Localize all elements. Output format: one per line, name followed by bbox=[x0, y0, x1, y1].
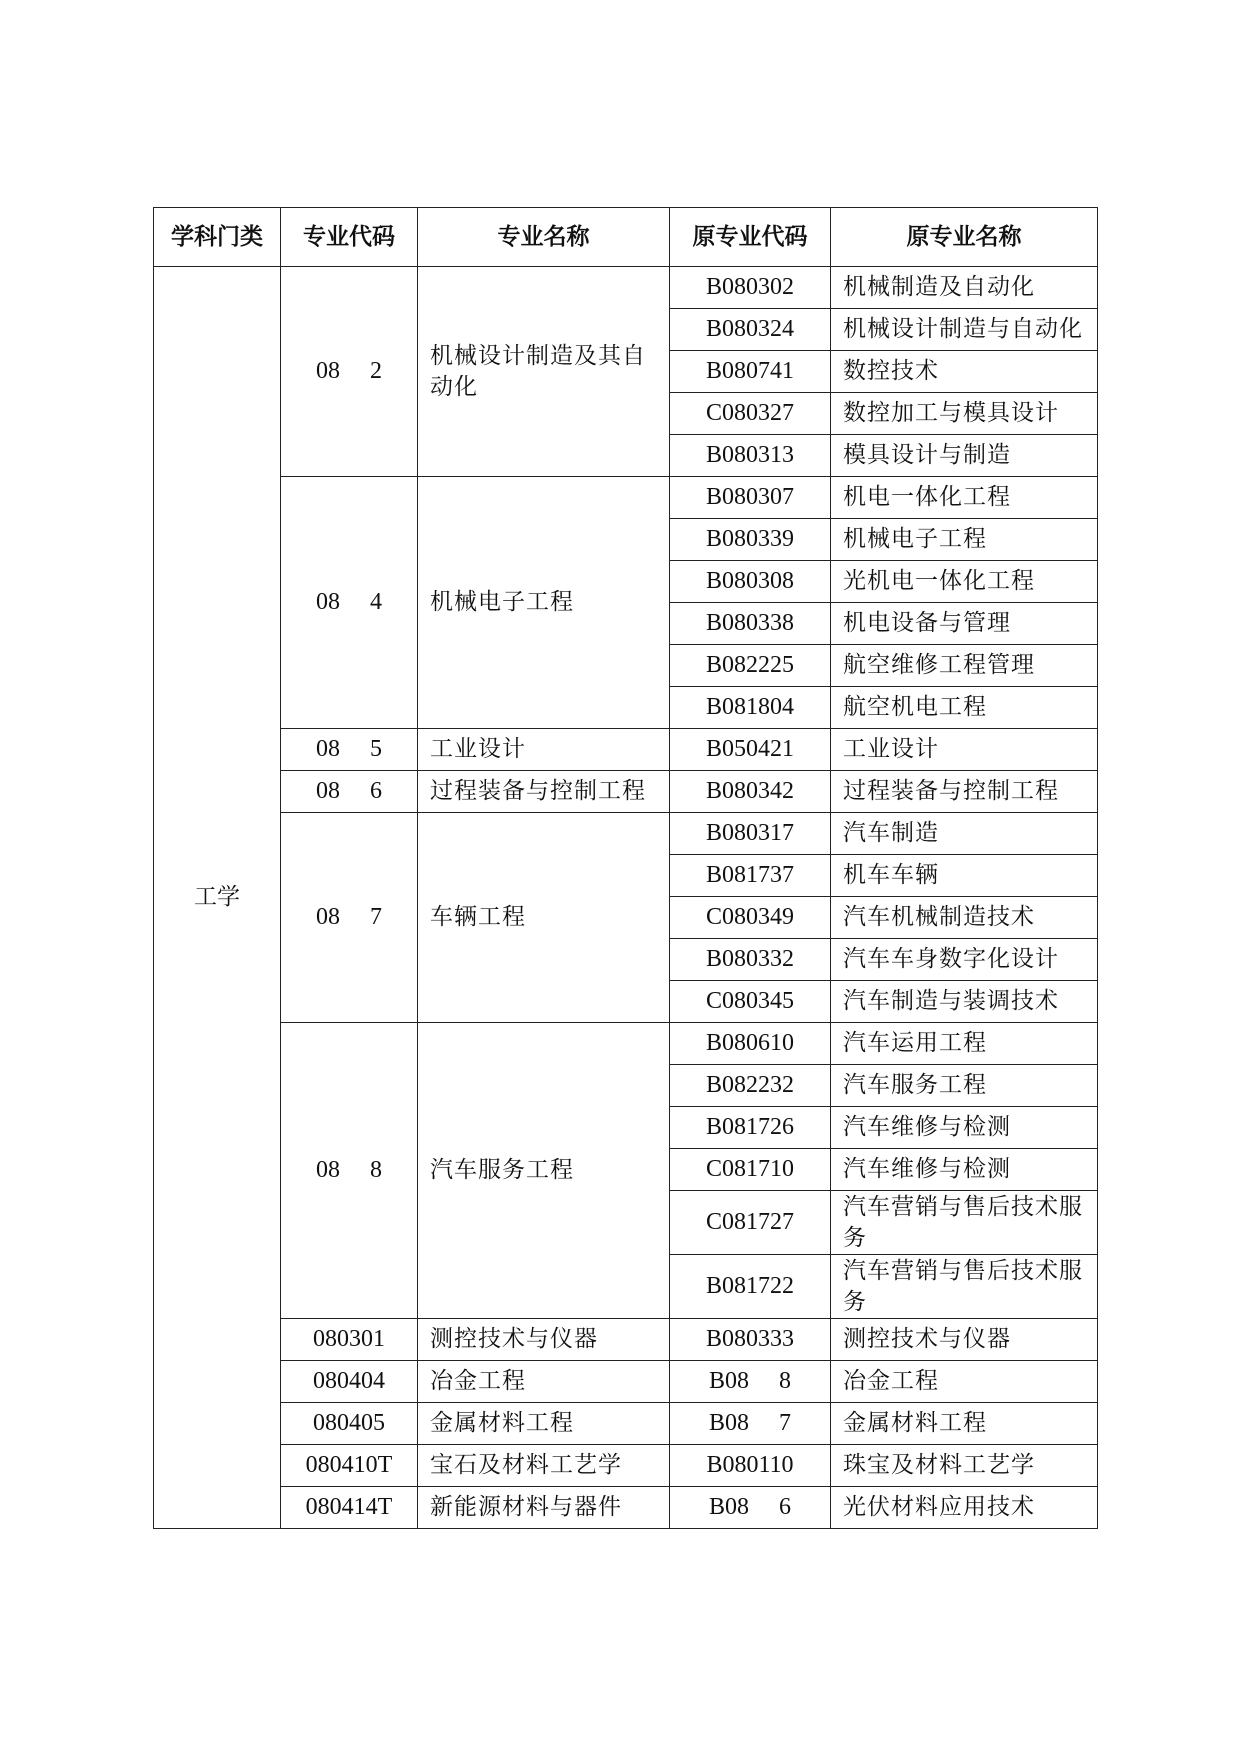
major-code-cell: 080301 bbox=[281, 1319, 418, 1361]
major-name-cell: 金属材料工程 bbox=[418, 1403, 670, 1445]
original-code-cell: B08 6 bbox=[670, 1487, 831, 1529]
major-name-cell: 机械设计制造及其自动化 bbox=[418, 267, 670, 477]
original-code-cell: C080345 bbox=[670, 981, 831, 1023]
major-code-cell: 08 7 bbox=[281, 813, 418, 1023]
original-name-cell: 机械电子工程 bbox=[831, 519, 1098, 561]
major-name-cell: 工业设计 bbox=[418, 729, 670, 771]
header-original-code: 原专业代码 bbox=[670, 208, 831, 267]
original-code-cell: B082232 bbox=[670, 1065, 831, 1107]
major-code-cell: 08 4 bbox=[281, 477, 418, 729]
original-code-cell: B08 7 bbox=[670, 1403, 831, 1445]
original-name-cell: 机车车辆 bbox=[831, 855, 1098, 897]
major-name-cell: 机械电子工程 bbox=[418, 477, 670, 729]
table-header-row bbox=[154, 208, 1098, 267]
major-mapping-table-container bbox=[153, 207, 1097, 1529]
original-name-cell: 机电设备与管理 bbox=[831, 603, 1098, 645]
major-name-cell: 过程装备与控制工程 bbox=[418, 771, 670, 813]
table-row bbox=[154, 477, 1098, 519]
major-code-cell: 08 6 bbox=[281, 771, 418, 813]
major-code-cell: 08 8 bbox=[281, 1023, 418, 1319]
original-name-cell: 冶金工程 bbox=[831, 1361, 1098, 1403]
original-code-cell: C080327 bbox=[670, 393, 831, 435]
major-name-cell: 汽车服务工程 bbox=[418, 1023, 670, 1319]
table-row bbox=[154, 729, 1098, 771]
original-name-cell: 汽车营销与售后技术服务 bbox=[831, 1255, 1098, 1319]
major-code-cell: 080414T bbox=[281, 1487, 418, 1529]
major-name-cell: 车辆工程 bbox=[418, 813, 670, 1023]
original-name-cell: 数控技术 bbox=[831, 351, 1098, 393]
original-code-cell: B080308 bbox=[670, 561, 831, 603]
major-mapping-table bbox=[153, 207, 1098, 1529]
original-code-cell: B080313 bbox=[670, 435, 831, 477]
major-name-cell: 冶金工程 bbox=[418, 1361, 670, 1403]
original-code-cell: B082225 bbox=[670, 645, 831, 687]
table-row bbox=[154, 1487, 1098, 1529]
original-code-cell: B080307 bbox=[670, 477, 831, 519]
major-code-cell: 080410T bbox=[281, 1445, 418, 1487]
original-code-cell: C081710 bbox=[670, 1149, 831, 1191]
original-name-cell: 珠宝及材料工艺学 bbox=[831, 1445, 1098, 1487]
original-code-cell: B080342 bbox=[670, 771, 831, 813]
original-code-cell: B080338 bbox=[670, 603, 831, 645]
original-name-cell: 光伏材料应用技术 bbox=[831, 1487, 1098, 1529]
table-row bbox=[154, 1023, 1098, 1065]
original-name-cell: 航空机电工程 bbox=[831, 687, 1098, 729]
original-name-cell: 过程装备与控制工程 bbox=[831, 771, 1098, 813]
table-row bbox=[154, 771, 1098, 813]
original-code-cell: B080317 bbox=[670, 813, 831, 855]
table-row bbox=[154, 1403, 1098, 1445]
original-name-cell: 汽车车身数字化设计 bbox=[831, 939, 1098, 981]
original-name-cell: 金属材料工程 bbox=[831, 1403, 1098, 1445]
table-row bbox=[154, 1361, 1098, 1403]
original-name-cell: 汽车制造 bbox=[831, 813, 1098, 855]
original-name-cell: 汽车机械制造技术 bbox=[831, 897, 1098, 939]
original-code-cell: C081727 bbox=[670, 1191, 831, 1255]
original-code-cell: B080324 bbox=[670, 309, 831, 351]
original-code-cell: B080333 bbox=[670, 1319, 831, 1361]
major-name-cell: 宝石及材料工艺学 bbox=[418, 1445, 670, 1487]
original-name-cell: 机械制造及自动化 bbox=[831, 267, 1098, 309]
original-code-cell: B080610 bbox=[670, 1023, 831, 1065]
major-code-cell: 08 5 bbox=[281, 729, 418, 771]
original-name-cell: 汽车维修与检测 bbox=[831, 1149, 1098, 1191]
major-name-cell: 测控技术与仪器 bbox=[418, 1319, 670, 1361]
table-row bbox=[154, 813, 1098, 855]
original-name-cell: 汽车服务工程 bbox=[831, 1065, 1098, 1107]
original-name-cell: 光机电一体化工程 bbox=[831, 561, 1098, 603]
original-code-cell: B080339 bbox=[670, 519, 831, 561]
original-code-cell: B050421 bbox=[670, 729, 831, 771]
original-name-cell: 航空维修工程管理 bbox=[831, 645, 1098, 687]
major-name-cell: 新能源材料与器件 bbox=[418, 1487, 670, 1529]
original-name-cell: 数控加工与模具设计 bbox=[831, 393, 1098, 435]
original-name-cell: 汽车营销与售后技术服务 bbox=[831, 1191, 1098, 1255]
original-code-cell: B081804 bbox=[670, 687, 831, 729]
original-code-cell: B081726 bbox=[670, 1107, 831, 1149]
original-code-cell: B081722 bbox=[670, 1255, 831, 1319]
header-major-code: 专业代码 bbox=[281, 208, 418, 267]
original-name-cell: 机械设计制造与自动化 bbox=[831, 309, 1098, 351]
table-row bbox=[154, 267, 1098, 309]
category-cell: 工学 bbox=[154, 267, 281, 1529]
original-code-cell: B080332 bbox=[670, 939, 831, 981]
table-row bbox=[154, 1319, 1098, 1361]
table-row bbox=[154, 1445, 1098, 1487]
original-code-cell: B080741 bbox=[670, 351, 831, 393]
original-name-cell: 汽车制造与装调技术 bbox=[831, 981, 1098, 1023]
header-category: 学科门类 bbox=[154, 208, 281, 267]
original-code-cell: C080349 bbox=[670, 897, 831, 939]
original-code-cell: B08 8 bbox=[670, 1361, 831, 1403]
original-code-cell: B080302 bbox=[670, 267, 831, 309]
original-name-cell: 工业设计 bbox=[831, 729, 1098, 771]
original-name-cell: 汽车运用工程 bbox=[831, 1023, 1098, 1065]
original-name-cell: 模具设计与制造 bbox=[831, 435, 1098, 477]
original-name-cell: 测控技术与仪器 bbox=[831, 1319, 1098, 1361]
original-name-cell: 汽车维修与检测 bbox=[831, 1107, 1098, 1149]
table-body bbox=[154, 267, 1098, 1529]
major-code-cell: 08 2 bbox=[281, 267, 418, 477]
header-major-name: 专业名称 bbox=[418, 208, 670, 267]
original-code-cell: B080110 bbox=[670, 1445, 831, 1487]
header-original-name: 原专业名称 bbox=[831, 208, 1098, 267]
original-name-cell: 机电一体化工程 bbox=[831, 477, 1098, 519]
original-code-cell: B081737 bbox=[670, 855, 831, 897]
major-code-cell: 080404 bbox=[281, 1361, 418, 1403]
major-code-cell: 080405 bbox=[281, 1403, 418, 1445]
